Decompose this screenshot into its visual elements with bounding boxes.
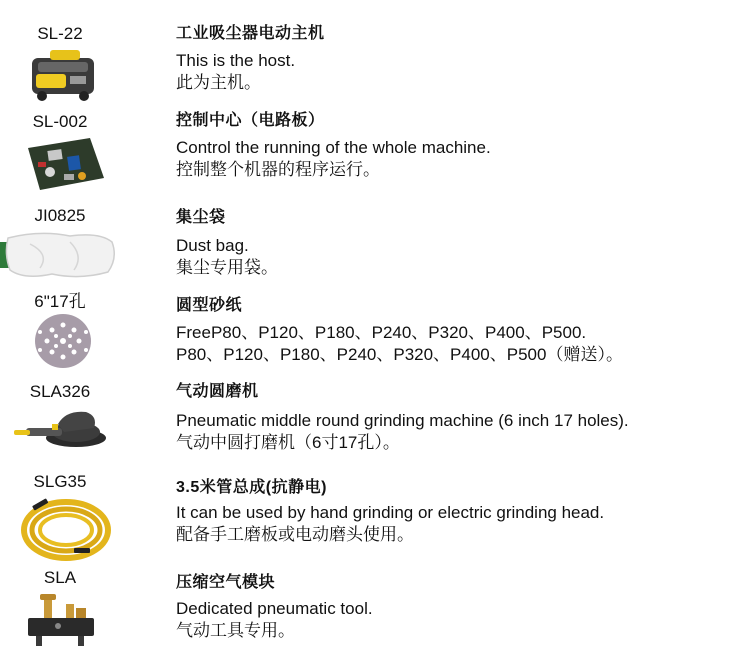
part-title: 集尘袋 <box>176 209 226 226</box>
part-code: 6"17孔 <box>34 292 86 311</box>
part-description-cn: 集尘专用袋。 <box>176 258 278 277</box>
part-code: SLA326 <box>29 382 91 401</box>
part-description-en: It can be used by hand grinding or electric grinding head. <box>176 503 605 522</box>
part-title: 气动圆磨机 <box>176 383 259 400</box>
part-description-cn: 配备手工磨板或电动磨头使用。 <box>176 525 414 544</box>
part-description-en: Dedicated pneumatic tool. <box>176 599 373 618</box>
air-module-icon <box>18 590 108 652</box>
part-title: 控制中心（电路板） <box>176 112 325 129</box>
part-title: 工业吸尘器电动主机 <box>176 25 325 42</box>
part-code: SL-002 <box>32 112 88 131</box>
hose-coil-icon <box>14 494 114 562</box>
vacuum-icon <box>20 44 110 104</box>
circuit-board-icon <box>20 134 110 194</box>
part-description-cn: 此为主机。 <box>176 73 261 92</box>
part-title: 压缩空气模块 <box>176 574 276 591</box>
part-description-en: This is the host. <box>176 51 296 70</box>
part-code: SLG35 <box>33 472 87 491</box>
sanding-disc-icon <box>22 312 104 370</box>
part-title: 圆型砂纸 <box>176 297 243 314</box>
part-description-en: Control the running of the whole machine. <box>176 138 491 157</box>
part-description-en: Pneumatic middle round grinding machine (6 inch 17 holes). <box>176 411 629 430</box>
pneumatic-sander-icon <box>6 402 116 452</box>
part-code: SLA <box>43 568 77 587</box>
part-title: 3.5米管总成(抗静电) <box>176 479 327 496</box>
dust-bag-icon <box>0 228 120 288</box>
part-description-en: Dust bag. <box>176 236 249 255</box>
part-description-en: FreeP80、P120、P180、P240、P320、P400、P500. <box>176 323 587 342</box>
part-code: JI0825 <box>34 206 86 225</box>
part-code: SL-22 <box>37 24 83 43</box>
part-description-cn: P80、P120、P180、P240、P320、P400、P500（赠送）。 <box>176 345 623 364</box>
part-description-cn: 气动中圆打磨机（6寸17孔）。 <box>176 433 400 452</box>
part-description-cn: 气动工具专用。 <box>176 621 295 640</box>
part-description-cn: 控制整个机器的程序运行。 <box>176 160 380 179</box>
